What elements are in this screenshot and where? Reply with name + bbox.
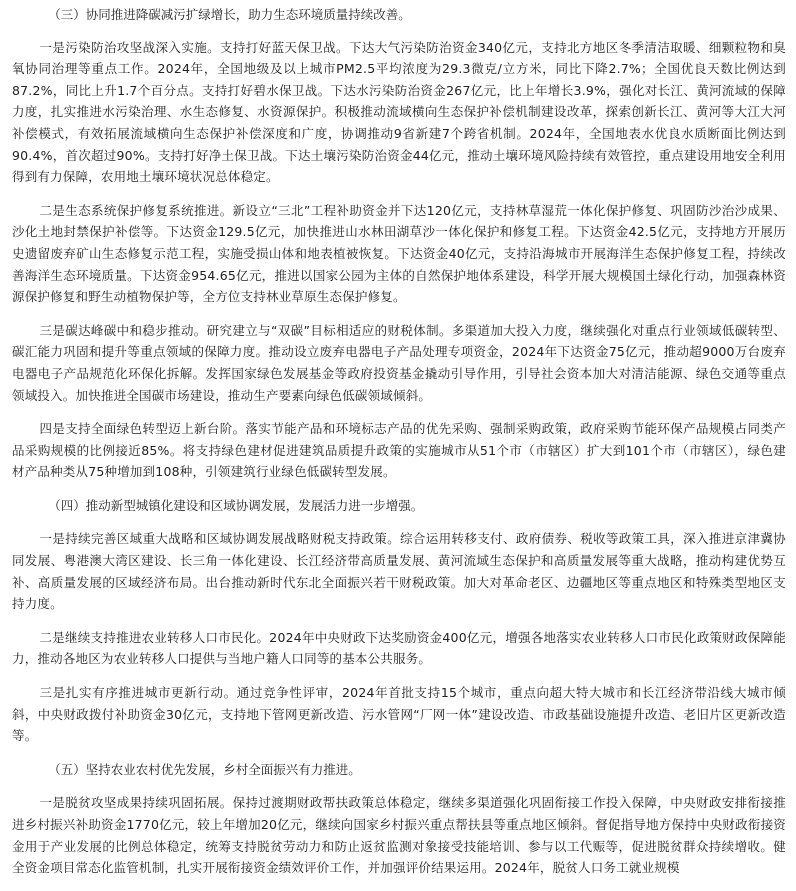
paragraph: 二是生态系统保护修复系统推进。新设立“三北”工程补助资金并下达120亿元，支持林草湿荒一体化保护修复、巩固防沙治沙成果、沙化土地封禁保护补偿等。下达资金129.5亿元，加快推进山水林田湖草沙一体化保护和修复工程。下达资金42.5亿元，支持地方开展历史遗留废弃矿山生态修复示范工程，实施受损山体和地表植被恢复。下达资金40亿元，支持沿海城市开展海洋生态保护修复工程，持续改善海洋生态环境质量。下达资金954.65亿元，推进以国家公园为主体的自然保护地体系建设，科学开展大规模国土绿化行动，加强森林资源保护修复和野生动植物保护等，全方位支持林业草原生态保护修复。 — [12, 202, 786, 305]
paragraph: 四是支持全面绿色转型迈上新台阶。落实节能产品和环境标志产品的优先采购、强制采购政策，政府采购节能环保产品规模占同类产品采购规模的比例接近85%。将支持绿色建材促进建筑品质提升政策的实施城市从51个市（市辖区）扩大到101个市（市辖区），绿色建材产品种类从75种增加到108种，引领建筑行业绿色低碳转型发展。 — [12, 421, 786, 480]
paragraph: 一是持续完善区域重大战略和区域协调发展战略财税支持政策。综合运用转移支付、政府债券、税收等政策工具，深入推进京津冀协同发展、粤港澳大湾区建设、长三角一体化建设、长江经济带高质量发展、黄河流域生态保护和高质量发展等重大战略，推动构建优势互补、高质量发展的区域经济布局。出台推动新时代东北全面振兴若干财税政策。加大对革命老区、边疆地区等重点地区和特殊类型地区支持力度。 — [12, 531, 786, 612]
paragraph: 二是继续支持推进农业转移人口市民化。2024年中央财政下达奖励资金400亿元，增强各地落实农业转移人口市民化政策财政保障能力，推动各地区为农业转移人口提供与当地户籍人口同等的基本公共服务。 — [12, 629, 786, 667]
section-heading: （四）推动新型城镇化建设和区域协调发展，发展活力进一步增强。 — [48, 497, 424, 513]
document-page — [0, 4, 796, 891]
paragraph: 三是扎实有序推进城市更新行动。通过竞争性评审，2024年首批支持15个城市，重点向超大特大城市和长江经济带沿线大城市倾斜，中央财政拨付补助资金30亿元，支持地下管网更新改造、污水管网“厂网一体”建设改造、市政基础设施提升改造、老旧片区更新改造等。 — [12, 685, 786, 744]
paragraph: 一是污染防治攻坚战深入实施。支持打好蓝天保卫战。下达大气污染防治资金340亿元，支持北方地区冬季清洁取暖、细颗粒物和臭氧协同治理等重点工作。2024年，全国地级及以上城市PM2.5平均浓度为29.3微克/立方米，同比下降2.7%；全国优良天数比例达到87.2%，同比上升1.7个百分点。支持打好碧水保卫战。下达水污染防治资金267亿元，比上年增长3.9%，强化对长江、黄河流域的保障力度，扎实推进水污染治理、水生态修复、水资源保护。积极推动流域横向生态保护补偿机制建设改革，探索创新长江、黄河等大江大河补偿模式，有效拓展流域横向生态保护补偿深度和广度，协调推动9省新建7个跨省机制。2024年，全国地表水优良水质断面比例达到90.4%，首次超过90%。支持打好净土保卫战。下达土壤污染防治资金44亿元，推动土壤环境风险持续有效管控，重点建设用地安全利用得到有力保障，农用地土壤环境状况总体稳定。 — [12, 39, 786, 185]
paragraph: 一是脱贫攻坚成果持续巩固拓展。保持过渡期财政帮扶政策总体稳定，继续多渠道强化巩固衔接工作投入保障，中央财政安排衔接推进乡村振兴补助资金1770亿元，较上年增加20亿元，继续向国家乡村振兴重点帮扶县等重点地区倾斜。督促指导地方保持中央财政衔接资金用于产业发展的比例总体稳定，统筹支持脱贫劳动力和防止返贫监测对象接受技能培训、参与以工代赈等，促进脱贫群众持续增收。健全资金项目常态化监管机制，扎实开展衔接资金绩效评价工作，并加强评价结果运用。2024年，脱贫人口务工就业规模 — [12, 795, 786, 876]
paragraph: 三是碳达峰碳中和稳步推动。研究建立与“双碳”目标相适应的财税体制。多渠道加大投入力度，继续强化对重点行业领域低碳转型、碳汇能力巩固和提升等重点领域的保障力度。推动设立废弃电器电子产品处理专项资金，2024年下达资金75亿元，推动超9000万台废弃电器电子产品规范化环保化拆解。发挥国家绿色发展基金等政府投资基金撬动引导作用，引导社会资本加大对清洁能源、绿色交通等重点领域投入。加快推进全国碳市场建设，推动生产要素向绿色低碳领域倾斜。 — [12, 322, 786, 403]
section-heading: （三）协同推进降碳减污扩绿增长，助力生态环境质量持续改善。 — [48, 7, 411, 22]
section-heading: （五）坚持农业农村优先发展，乡村全面振兴有力推进。 — [48, 761, 361, 777]
